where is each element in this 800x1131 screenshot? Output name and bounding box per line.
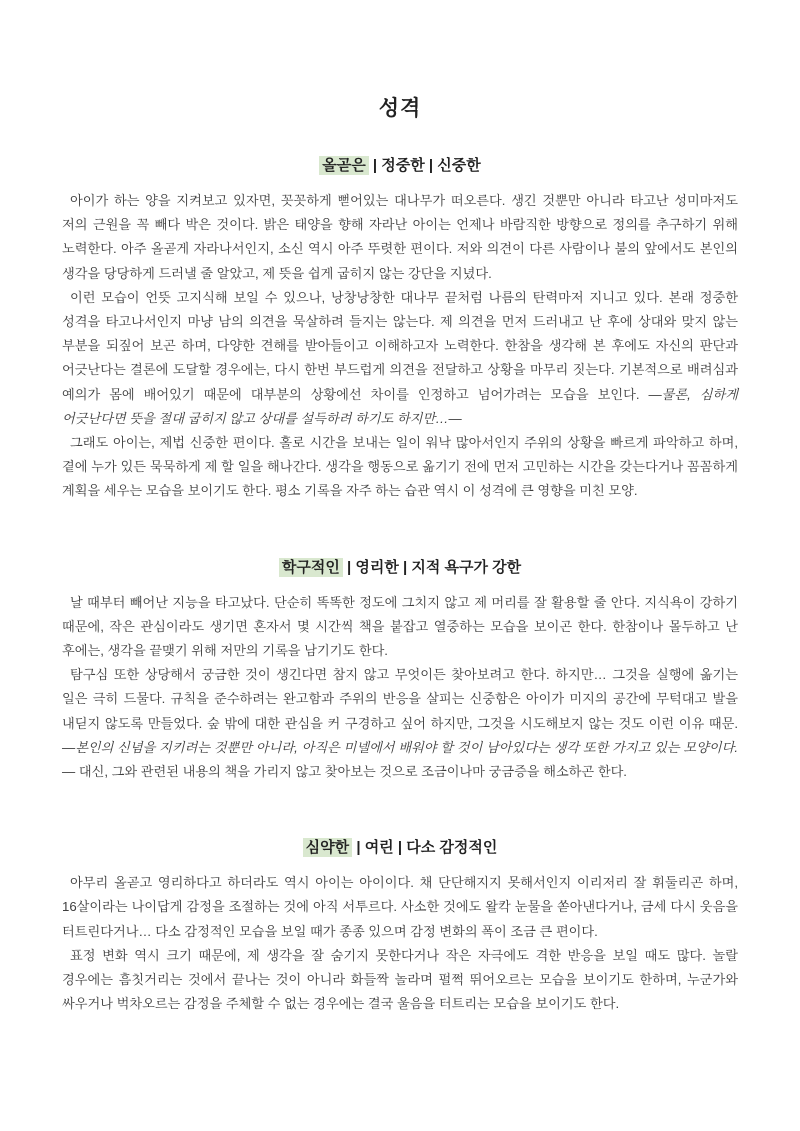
section-header-timid (62, 836, 738, 857)
header-highlight-timid: 심약한 (303, 838, 352, 857)
text-run: 표정 변화 역시 크기 때문에, 제 생각을 잘 숨기지 못한다거나 작은 자극에도 격한 반응을 보일 때도 많다. 놀랄 경우에는 흠칫거리는 것에서 끝나는 것이 아니라 화들짝 놀라며 펄쩍 뛰어오르는 모습을 보이기도 한하며, 누군가와 싸우거나 벅차오르는 감정을 주체할 수 없는 경우에는 결국 울음을 터트리는 모습을 보이기도 한다. (62, 947, 738, 1012)
text-run: 날 때부터 빼어난 지능을 타고났다. 단순히 똑똑한 정도에 그치지 않고 제 머리를 잘 활용할 줄 안다. 지식욕이 강하기 때문에, 작은 관심이라도 생기면 혼자서 몇 시간씩 책을 붙잡고 열중하는 모습을 보이곤 한다. 한참이나 몰두하고 난 후에는, 생각을 끝맺기 위해 저만의 기록을 남기기도 한다. (62, 594, 738, 659)
italic-aside: —물론, 심하게 어긋난다면 뜻을 절대 굽히지 않고 상대를 설득하려 하기도 하지만…— (62, 386, 738, 426)
text-run: 이런 모습이 언뜻 고지식해 보일 수 있으나, 낭창낭창한 대나무 끝처럼 나름의 탄력마저 지니고 있다. 본래 정중한 성격을 타고나서인지 마냥 남의 의견을 묵살하려 들지는 않는다. 제 의견을 먼저 드러내고 난 후에 상대와 맞지 않는 부분을 되짚어 보곤 하며, 다양한 견해를 받아들이고 이해하고자 노력한다. 한참을 생각해 본 후에도 자신의 판단과 어긋난다는 결론에 도달할 경우에는, 다시 한번 부드럽게 의견을 전달하고 상황을 마무리 짓는다. 기본적으로 배려심과 예의가 몸에 배어있기 때문에 대부분의 상황에선 차이를 인정하고 넘어가려는 모습을 보인다. (62, 289, 738, 402)
header-rest-studious: | 영리한 | 지적 욕구가 강한 (342, 558, 522, 576)
paragraph (62, 944, 738, 1017)
section-body-studious (62, 591, 738, 785)
paragraph (62, 871, 738, 944)
text-run: 아무리 올곧고 영리하다고 하더라도 역시 아이는 아이이다. 채 단단해지지 못해서인지 이리저리 잘 휘둘리곤 하며, 16살이라는 나이답게 감정을 조절하는 것에 아직 서투르다. 사소한 것에도 왈칵 눈물을 쏟아낸다거나, 금세 다시 웃음을 터트린다거나… 다소 감정적인 모습을 보일 때가 종종 있으며 감정 변화의 폭이 조금 큰 편이다. (62, 875, 738, 939)
header-rest-upright: | 정중한 | 신중한 (368, 157, 481, 174)
text-run: 그래도 아이는, 제법 신중한 편이다. 홀로 시간을 보내는 일이 워낙 많아서인지 주위의 상황을 빠르게 파악하고 하며, 곁에 누가 있든 묵묵하게 제 할 일을 해나간다. 생각을 행동으로 옮기기 전에 먼저 고민하는 시간을 갖는다거나 꼼꼼하게 계획을 세우는 모습을 보이기도 한다. 평소 기록을 자주 하는 습관 역시 이 성격에 큰 영향을 미친 모양. (62, 435, 738, 499)
text-run: 대신, 그와 관련된 내용의 책을 가리지 않고 찾아보는 것으로 조금이나마 궁금증을 해소하곤 한다. (75, 764, 627, 780)
paragraph (62, 663, 738, 784)
paragraph (62, 286, 738, 431)
section-body-upright (62, 189, 738, 504)
paragraph (62, 189, 738, 286)
text-run: 아이가 하는 양을 지켜보고 있자면, 꼿꼿하게 뻗어있는 대나무가 떠오른다. 생긴 것뿐만 아니라 타고난 성미마저도 저의 근원을 꼭 빼다 박은 것이다. 밝은 태양을 향해 자라난 아이는 언제나 바람직한 방향으로 정의를 추구하기 위해 노력한다. 아주 올곧게 자라나서인지, 소신 역시 아주 뚜렷한 편이다. 저와 의견이 다른 사람이나 불의 앞에서도 본인의 생각을 당당하게 드러낼 줄 알았고, 제 뜻을 쉽게 굽히지 않는 강단을 지녔다. (62, 193, 738, 281)
paragraph (62, 591, 738, 664)
header-rest-timid: | 여린 | 다소 감정적인 (352, 839, 498, 857)
section-header-upright (62, 154, 738, 175)
page-title: 성격 (378, 97, 422, 120)
header-highlight-upright: 올곧은 (319, 156, 368, 175)
text-run: 탐구심 또한 상당해서 궁금한 것이 생긴다면 참지 않고 무엇이든 찾아보려고 한다. 하지만… 그것을 실행에 옮기는 일은 극히 드물다. 규칙을 준수하려는 완고함과 주위의 반응을 살피는 신중함은 아이가 미지의 공간에 무턱대고 발을 내딛지 않도록 만들었다. 숲 밖에 대한 관심을 커 구경하고 싶어 하지만, 그것을 시도해보지 않는 것도 이런 이유 때문. (62, 667, 738, 731)
section-body-timid (62, 871, 738, 1016)
section-header-studious (62, 556, 738, 577)
italic-aside: —본인의 신념을 지키려는 것뿐만 아니라, 아직은 미넬에서 배워야 할 것이 남아있다는 생각 또한 가지고 있는 모양이다.— (62, 739, 738, 780)
header-highlight-studious: 학구적인 (279, 558, 343, 577)
paragraph (62, 431, 738, 504)
